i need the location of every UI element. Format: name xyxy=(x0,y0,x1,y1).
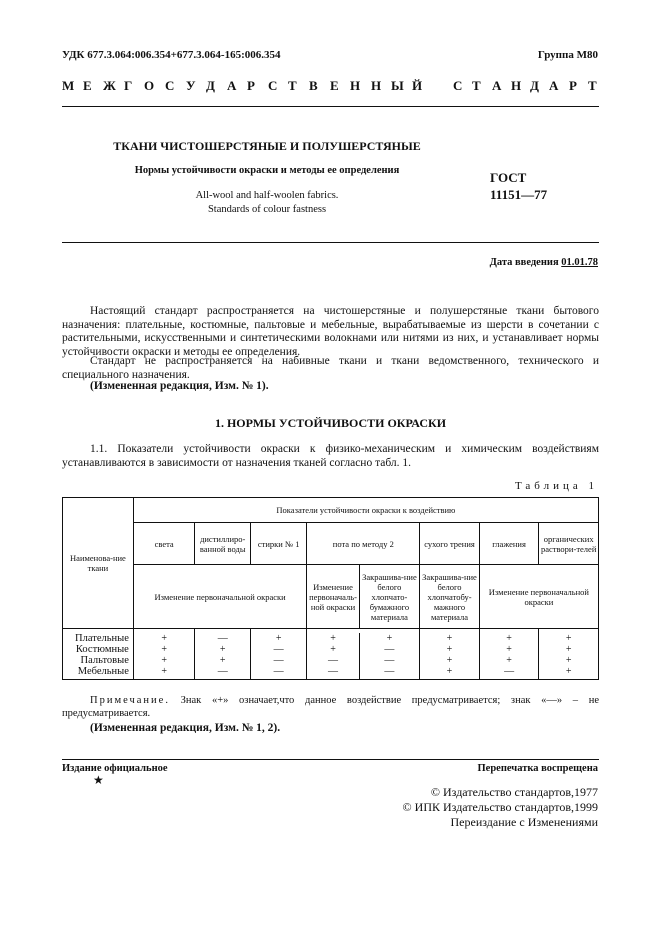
cell: — xyxy=(250,644,306,655)
banner-letter: А xyxy=(492,78,502,93)
banner-letter: У xyxy=(186,78,196,93)
doc-subtitle: Нормы устойчивости окраски и методы ее определения xyxy=(134,165,400,176)
cell: + xyxy=(195,644,250,655)
banner-letter: Д xyxy=(530,78,539,93)
banner-letter: Т xyxy=(588,78,597,93)
banner-letter: Г xyxy=(124,78,133,93)
header-stirka: стирки № 1 xyxy=(250,523,306,565)
table-row xyxy=(63,633,599,644)
banner-letter: Н xyxy=(350,78,361,93)
banner-letter: Е xyxy=(330,78,339,93)
cell: — xyxy=(250,666,306,680)
table-row xyxy=(63,655,599,666)
intro-change-note: (Измененная редакция, Изм. № 1). xyxy=(90,380,269,392)
subheader-stain-rubbing: Закрашива-ние белого хлопчатобу-мажного материала xyxy=(420,565,480,629)
section-1-title: 1. НОРМЫ УСТОЙЧИВОСТИ ОКРАСКИ xyxy=(214,416,447,430)
table-caption: Таблица 1 xyxy=(514,480,598,492)
cell: + xyxy=(307,633,359,644)
cell: + xyxy=(250,633,306,644)
cell: + xyxy=(420,633,480,644)
table-row xyxy=(63,666,599,680)
banner-letter: С xyxy=(165,78,175,93)
cell: — xyxy=(359,666,420,680)
banner-letter: Й xyxy=(412,78,423,93)
table-note xyxy=(62,694,599,720)
subheader-change-b: Изменение первоначальной окраски xyxy=(479,565,598,629)
banner-letter: Ы xyxy=(391,78,404,93)
banner-letter: О xyxy=(144,78,155,93)
banner-letter: В xyxy=(309,78,318,93)
banner-letter: А xyxy=(227,78,237,93)
intro-paragraph-2: Стандарт не распространяется на набивные ткани и ткани ведомственного, технического и специального назначения. xyxy=(62,355,599,381)
gost-block xyxy=(490,169,547,203)
banner-letter: М xyxy=(62,78,75,93)
note-text: Знак «+» означает,что данное воздействие предусматривается; знак «—» – не предусматривается. xyxy=(62,695,599,719)
banner-letter: Ж xyxy=(103,78,116,93)
section-1-paragraph: 1.1. Показатели устойчивости окраски к физико-механическим и химическим воздействиям устанавливаются в зависимости от назначения тканей согласно табл. 1. xyxy=(62,443,599,469)
header-pot: пота по методу 2 xyxy=(307,523,420,565)
cell: — xyxy=(307,666,359,680)
official-edition: Издание официальное xyxy=(62,763,168,774)
copyright-block xyxy=(403,785,598,830)
cell: + xyxy=(133,655,195,666)
cell: + xyxy=(195,655,250,666)
subheader-stain-pot: Закрашива-ние белого хлопчато-бумажного материала xyxy=(359,565,420,629)
cell: — xyxy=(195,666,250,680)
row-name: Костюмные xyxy=(63,644,134,655)
header-solvents: органических раствори-телей xyxy=(539,523,599,565)
note-label: Примечание. xyxy=(90,695,170,706)
banner-letter: Д xyxy=(206,78,215,93)
intro-date xyxy=(490,257,598,268)
cell: + xyxy=(133,633,195,644)
cell: + xyxy=(420,644,480,655)
header-dry-rubbing: сухого трения xyxy=(420,523,480,565)
cell: + xyxy=(539,644,599,655)
cell: + xyxy=(479,633,539,644)
table-change-note: (Измененная редакция, Изм. № 1, 2). xyxy=(90,722,281,734)
header-svet: света xyxy=(133,523,195,565)
row-name: Плательные xyxy=(63,633,134,644)
header-divider-bottom xyxy=(62,242,599,243)
copyright-1999: © ИПК Издательство стандартов,1999 xyxy=(402,800,598,814)
cell: + xyxy=(420,666,480,680)
cell: — xyxy=(195,633,250,644)
banner-letter: Р xyxy=(247,78,255,93)
header-fabric-name: Наименова-ние ткани xyxy=(63,498,134,629)
doc-title-english-line1: All-wool and half-woolen fabrics. xyxy=(195,190,339,201)
header-dist-water: дистиллиро-ванной воды xyxy=(195,523,250,565)
footer-divider xyxy=(62,759,599,760)
row-name: Мебельные xyxy=(63,666,134,680)
cell: + xyxy=(359,633,420,644)
banner-letter: Н xyxy=(511,78,522,93)
intro-paragraph-1: Настоящий стандарт распространяется на чистошерстяные и полушерстяные ткани бытового назначения: плательные, костюмные, пальтовые и мебельные, вырабатываемые из шерсти в сочетании с растительными, искусственными и синтетическими волокнами или нитями из них, и устанавливает нормы устойчивости окраски и методы ее определения. xyxy=(62,305,599,358)
subheader-change-pot: Изменение первоначаль-ной окраски xyxy=(307,565,359,629)
cell: + xyxy=(133,666,195,680)
header-group: Показатели устойчивости окраски к воздействию xyxy=(133,498,598,523)
cell: + xyxy=(479,644,539,655)
banner-letter: А xyxy=(549,78,559,93)
group-code: Группа М80 xyxy=(537,49,598,61)
cell: + xyxy=(307,644,359,655)
reprint-prohibited: Перепечатка воспрещена xyxy=(477,763,598,774)
banner-letter: С xyxy=(268,78,278,93)
table-row xyxy=(63,644,599,655)
cell: + xyxy=(539,633,599,644)
banner-letter: Т xyxy=(288,78,297,93)
cell: + xyxy=(539,666,599,680)
banner-letter: Е xyxy=(83,78,92,93)
doc-title-english xyxy=(62,189,472,217)
star-icon: ★ xyxy=(93,773,104,787)
cell: — xyxy=(479,666,539,680)
gost-number: 11151—77 xyxy=(490,187,548,202)
banner-letter: С xyxy=(453,78,463,93)
intro-date-value: 01.01.78 xyxy=(561,257,598,268)
banner-letter: Т xyxy=(472,78,481,93)
cell: — xyxy=(359,644,420,655)
cell: + xyxy=(420,655,480,666)
row-name: Пальтовые xyxy=(63,655,134,666)
header-ironing: глажения xyxy=(479,523,539,565)
header-divider-top xyxy=(62,106,599,107)
cell: — xyxy=(250,655,306,666)
intro-date-label: Дата введения xyxy=(489,257,559,268)
copyright-1977: © Издательство стандартов,1977 xyxy=(430,785,598,799)
reissue-note: Переиздание с Изменениями xyxy=(450,815,598,829)
udk-code: УДК 677.3.064:006.354+677.3.064-165:006.354 xyxy=(62,49,281,61)
banner-letter: Р xyxy=(569,78,577,93)
cell: — xyxy=(359,655,420,666)
doc-title-english-line2: Standards of colour fastness xyxy=(207,204,327,215)
cell: — xyxy=(307,655,359,666)
doc-title: ТКАНИ ЧИСТОШЕРСТЯНЫЕ И ПОЛУШЕРСТЯНЫЕ xyxy=(113,139,421,153)
banner-letter: Н xyxy=(371,78,382,93)
fastness-table xyxy=(62,497,599,680)
cell: + xyxy=(479,655,539,666)
cell: + xyxy=(539,655,599,666)
gost-label: ГОСТ xyxy=(490,170,527,185)
cell: + xyxy=(133,644,195,655)
subheader-change-a: Изменение первоначальной окраски xyxy=(133,565,307,629)
